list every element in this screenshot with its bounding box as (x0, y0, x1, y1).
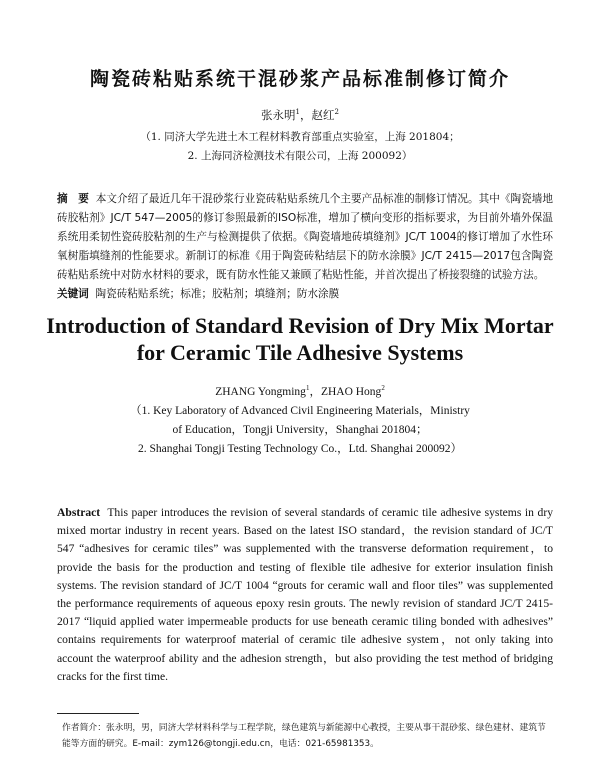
chinese-author-1: 张永明 (261, 108, 296, 122)
chinese-keywords-text: 陶瓷砖粘贴系统；标准；胶粘剂；填缝剂；防水涂膜 (95, 288, 340, 300)
english-abstract-text: This paper introduces the revision of several standards of ceramic tile adhesive systems in dry mixed mortar industry in recent years. Based on the latest ISO standard，the revision standard of JC/T 547 “adhesives for ceramic tiles” was supplemented with the transverse deformation requirement，to provide the basis for the production and testing of flexible tile adhesive for exterior insulation finish systems. The revision standard of JC/T 1004 “grouts for ceramic wall and floor tiles” was supplemented the performance requirements of aqueous epoxy resin grouts. The newly revision of standard JC/T 2415-2017 “liquid applied water impermeable products for use beneath ceramic tiling bonded with adhesives” contains requirements for waterproof material of ceramic tile adhesive system，not only taking into account the waterproof ability and the adhesion strength，but also providing the test method of bridging cracks for the first time. (57, 506, 553, 683)
english-author-separator: ， (309, 386, 321, 398)
english-affiliation-1-line-1: （1. Key Laboratory of Advanced Civil Engineering Materials，Ministry (130, 405, 470, 417)
english-title-line-1: Introduction of Standard Revision of Dry Mix Mortar (46, 313, 554, 338)
chinese-abstract (57, 190, 553, 304)
chinese-affiliation-1: （1. 同济大学先进土木工程材料教育部重点实验室，上海 201804； (140, 131, 460, 143)
english-affiliation-1-line-2: of Education，Tongji University，Shanghai 201804； (172, 424, 428, 436)
chinese-affiliation-2: 2. 上海同济检测技术有限公司，上海 200092） (187, 150, 413, 162)
chinese-author-2-affiliation-mark: 2 (334, 108, 339, 117)
author-footnote: 作者简介：张永明，男，同济大学材料科学与工程学院，绿色建筑与新能源中心教授，主要从事干混砂浆、绿色建材、建筑节能等方面的研究。E-mail：zym126@tongji.edu.cn，电话：021-65981353。 (62, 723, 546, 749)
english-author-2-affiliation-mark: 2 (381, 384, 385, 393)
english-affiliation-1 (0, 402, 600, 440)
chinese-author-1-affiliation-mark: 1 (295, 108, 300, 117)
chinese-abstract-label: 摘 要 (57, 193, 89, 205)
chinese-author-separator: ， (300, 108, 312, 122)
english-affiliation-2: 2. Shanghai Tongji Testing Technology Co.，Ltd. Shanghai 200092） (137, 443, 463, 455)
english-title (0, 312, 600, 366)
english-authors (0, 383, 600, 399)
chinese-title: 陶瓷砖粘贴系统干混砂浆产品标准制修订简介 (89, 68, 510, 90)
chinese-authors (0, 107, 600, 123)
english-abstract-label: Abstract (57, 506, 101, 519)
chinese-author-2: 赵红 (311, 108, 335, 122)
english-title-line-2: for Ceramic Tile Adhesive Systems (136, 340, 464, 365)
english-abstract (57, 504, 553, 686)
chinese-abstract-text: 本文介绍了最近几年干混砂浆行业瓷砖粘贴系统几个主要产品标准的制修订情况。其中《陶瓷墙地砖胶粘剂》JC/T 547—2005的修订参照最新的ISO标准，增加了横向变形的指标要求，为目前外墙外保温系统用柔韧性瓷砖胶粘剂的生产与检测提供了依据。《陶瓷墙地砖填缝剂》JC/T 1004的修订增加了水性环氧树脂填缝剂的性能要求。新制订的标准《用于陶瓷砖粘结层下的防水涂膜》JC/T 2415—2017包含陶瓷砖粘贴系统中对防水材料的要求，既有防水性能又兼顾了粘贴性能，并首次提出了桥接裂缝的试验方法。 (57, 193, 553, 281)
chinese-keywords-label: 关键词 (57, 288, 89, 300)
english-author-1: ZHANG Yongming (215, 386, 306, 398)
english-author-1-affiliation-mark: 1 (305, 384, 310, 393)
footnote-divider (57, 713, 139, 714)
english-author-2: ZHAO Hong (320, 386, 382, 398)
